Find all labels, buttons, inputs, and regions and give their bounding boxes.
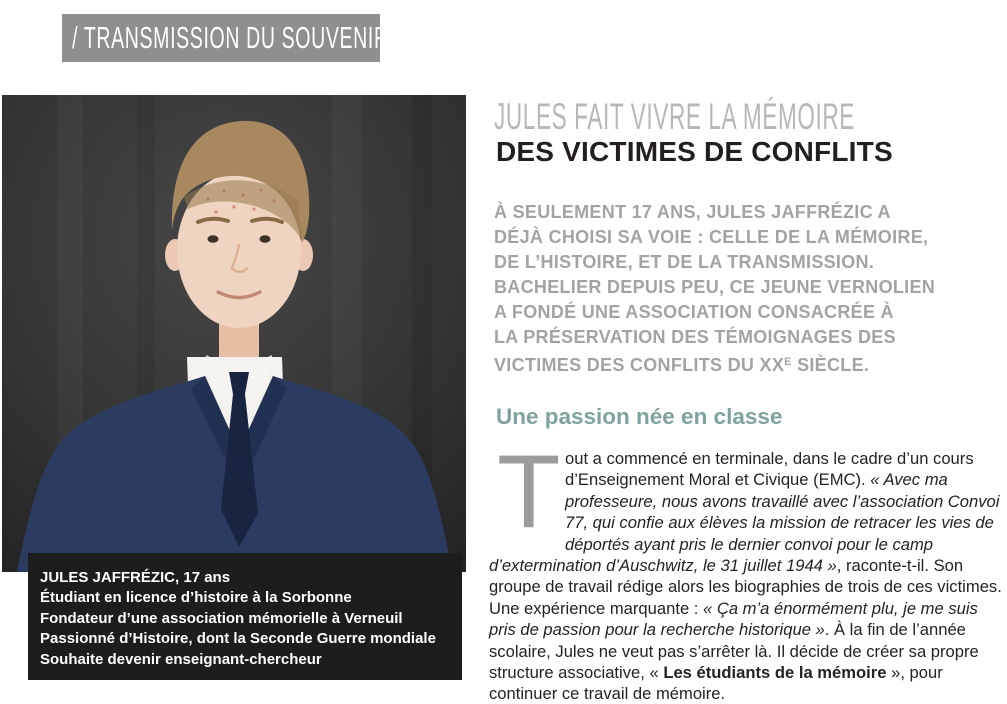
lead-line: À SEULEMENT 17 ANS, JULES JAFFRÉZIC A [494, 202, 891, 222]
body-text [489, 434, 1002, 704]
lead-line: DÉJÀ CHOISI SA VOIE : CELLE DE LA MÉMOIRE, [494, 227, 929, 247]
eye-right [260, 235, 271, 243]
article-title-line2: DES VICTIMES DE CONFLITS [496, 136, 893, 167]
lead-line: A FONDÉ UNE ASSOCIATION CONSACRÉE À [494, 302, 894, 322]
section-heading: Une passion née en classe [496, 404, 783, 429]
body-segment-italic: « Avec ma professeure, nous avons travaillé avec l’association Convoi 77, qui confie aux élèves la mission de retracer les vies de déportés ayant pris le dernier convoi pour le camp d’extermination d’Auschwitz, le 31 juillet 1944 » [489, 470, 1000, 576]
portrait-photo-illustration [2, 95, 466, 572]
caption-line: Souhaite devenir enseignant-chercheur [40, 650, 322, 668]
article-title-line1: JULES FAIT VIVRE LA MÉMOIRE [494, 96, 855, 137]
body-segment-regular: , raconte-t-il. Son groupe de travail rédige alors les biographies de trois de ces victimes. Une expérience marquante : [489, 556, 1002, 618]
body-segment-bold: Les étudiants de la mémoire [663, 663, 887, 683]
section-tag [62, 14, 389, 62]
portrait-photo [2, 95, 466, 572]
lead-line: LA PRÉSERVATION DES TÉMOIGNAGES DES [494, 327, 896, 347]
section-tag-label: / TRANSMISSION DU SOUVENIR [72, 20, 389, 55]
body-segment-regular: out a commencé en terminale, dans le cadre d’un cours d’Enseignement Moral et Civique (EMC). [565, 449, 974, 490]
caption-line: Passionné d’Histoire, dont la Seconde Guerre mondiale [40, 630, 436, 648]
eye-left [208, 235, 219, 243]
caption-name-age: JULES JAFFRÉZIC, 17 ans [40, 569, 231, 586]
lead-last-tail: SIÈCLE. [791, 355, 870, 375]
lead-superscript: E [784, 356, 792, 368]
article-lead [494, 200, 935, 378]
lead-line-last [494, 350, 935, 378]
body-segment-regular: . À la fin de l’année scolaire, Jules ne veut pas s’arrêter là. Il décide de créer sa propre structure associative, « [489, 620, 979, 683]
photo-caption-box [28, 553, 462, 680]
body-segment-italic: « Ça m’a énormément plu, je me suis pris de passion pour la recherche historique » [489, 598, 978, 640]
body-segment-regular: », pour continuer ce travail de mémoire. [489, 663, 943, 704]
lead-line: BACHELIER DEPUIS PEU, CE JEUNE VERNOLIEN [494, 277, 936, 297]
lead-line: DE L’HISTOIRE, ET DE LA TRANSMISSION. [494, 252, 875, 272]
body-paragraph [489, 434, 1007, 704]
lead-last-text: VICTIMES DES CONFLITS DU XX [494, 355, 785, 375]
caption-line: Fondateur d’une association mémorielle à Verneuil [40, 609, 403, 627]
drop-cap: T [497, 434, 561, 550]
caption-line: Étudiant en licence d’histoire à la Sorbonne [40, 589, 352, 607]
